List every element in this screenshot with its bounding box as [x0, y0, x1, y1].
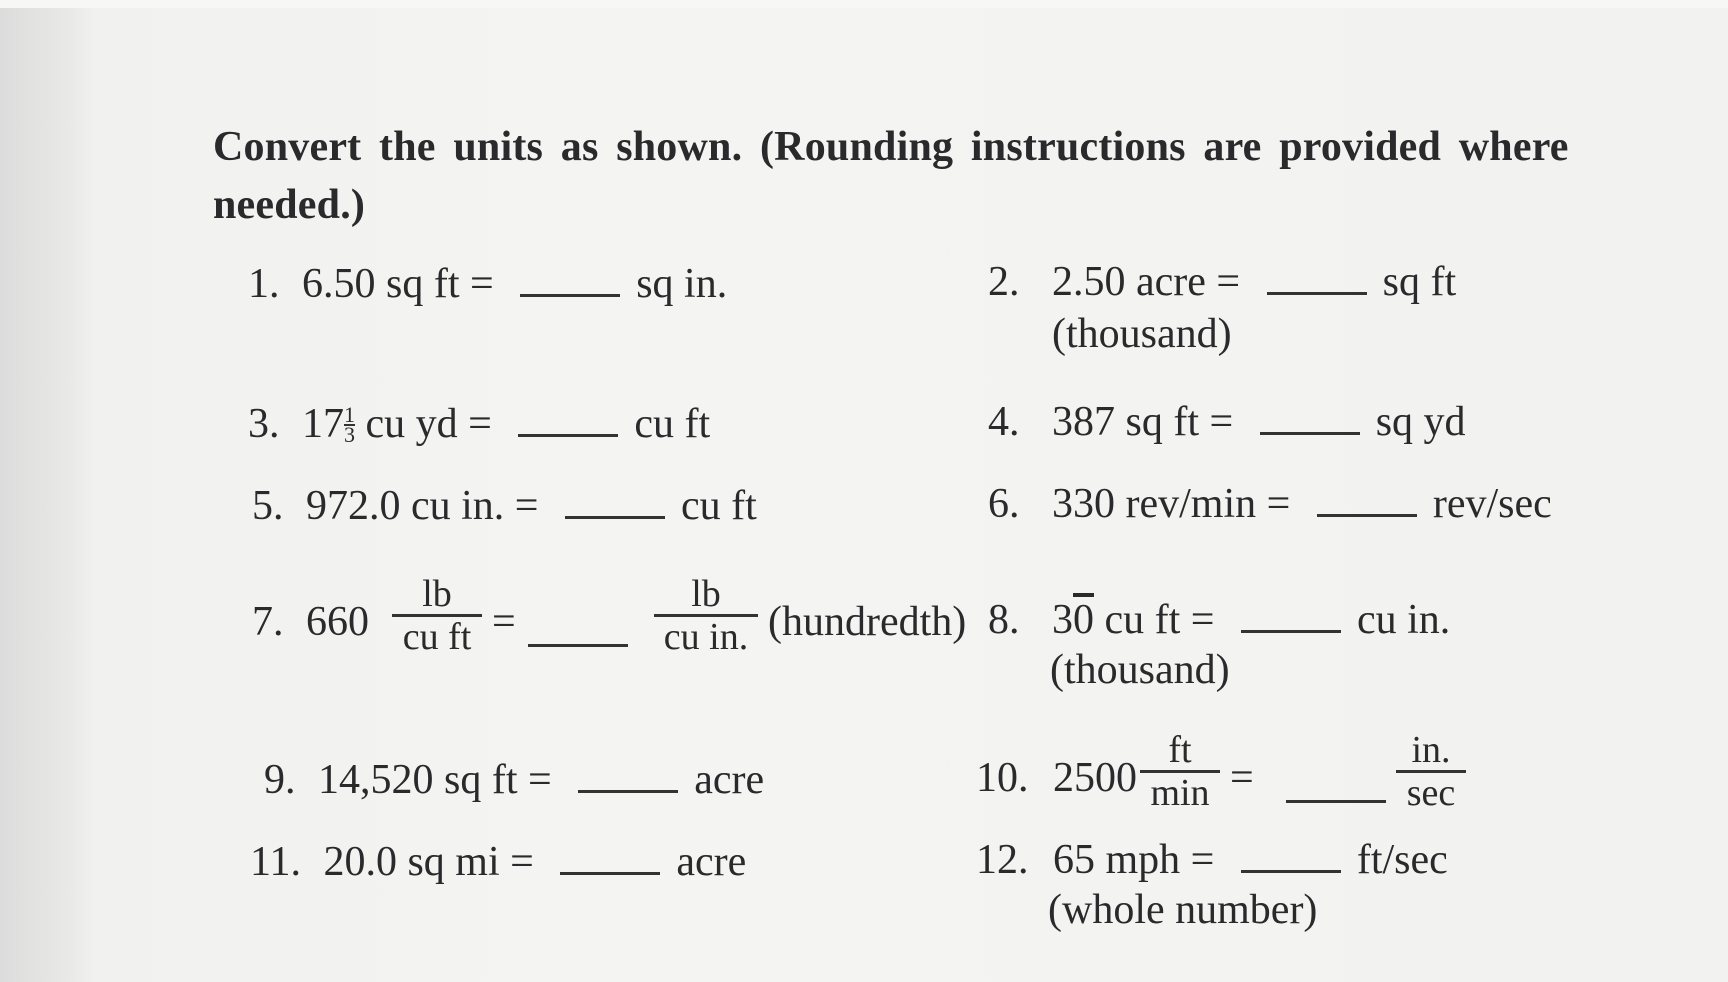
problem-5 [252, 482, 757, 530]
problem-lhs: 65 mph = [1053, 837, 1215, 883]
problem-10-lhs-fraction [1140, 730, 1220, 813]
answer-blank[interactable] [578, 764, 678, 793]
problem-lhs: cu ft = [1104, 597, 1215, 643]
overlined-digit: 0 [1073, 597, 1094, 643]
problem-7-rhs-fraction [654, 574, 758, 657]
problem-10 [976, 754, 1137, 802]
mixed-fraction: $\frac{1}{3}$ [344, 402, 355, 447]
problem-4 [988, 398, 1466, 446]
problem-number: 2. [988, 259, 1020, 305]
problem-number: 8. [988, 597, 1020, 643]
answer-blank[interactable] [1260, 406, 1360, 435]
problem-lhs: 972.0 cu in. = [306, 483, 539, 529]
problem-lhs: 330 rev/min = [1052, 481, 1291, 527]
answer-unit: rev/sec [1432, 481, 1552, 527]
answer-unit: acre [694, 757, 765, 803]
problem-lhs: 387 sq ft = [1052, 399, 1234, 445]
fraction-numerator: lb [392, 574, 482, 617]
fraction-numerator: in. [1396, 730, 1466, 773]
problem-lhs: 14,520 sq ft = [318, 757, 552, 803]
answer-unit: acre [676, 839, 747, 885]
repeating-digit: 3 [1052, 597, 1073, 643]
problem-number: 12. [976, 837, 1029, 883]
problem-11 [250, 838, 746, 886]
problem-lhs: 2.50 acre = [1052, 259, 1241, 305]
answer-unit: cu ft [634, 401, 711, 447]
fraction-denominator: sec [1406, 772, 1456, 814]
answer-unit: sq yd [1375, 399, 1466, 445]
problem-6 [988, 480, 1552, 528]
answer-unit: sq in. [636, 261, 728, 307]
problem-value: 660 [306, 599, 369, 645]
problem-12-note: (whole number) [1048, 887, 1318, 933]
answer-unit: cu ft [681, 483, 757, 529]
answer-blank[interactable] [565, 490, 665, 519]
problem-7 [252, 598, 369, 646]
answer-blank[interactable] [520, 268, 620, 297]
fraction-denominator: min [1150, 772, 1210, 814]
problem-2 [988, 258, 1456, 306]
problem-number: 6. [988, 481, 1020, 527]
problem-number: 5. [252, 483, 284, 529]
problem-7-lhs-fraction [392, 574, 482, 657]
problem-lhs: 20.0 sq mi = [323, 839, 534, 885]
problem-number: 1. [248, 261, 280, 307]
problem-number: 7. [252, 599, 284, 645]
fraction-denominator: cu ft [402, 616, 472, 658]
fraction-numerator: ft [1140, 730, 1220, 773]
fraction-denominator: cu in. [663, 616, 749, 658]
problem-8 [988, 596, 1450, 644]
problem-value: 2500 [1053, 755, 1137, 801]
problem-number: 10. [976, 755, 1029, 801]
problem-number: 9. [264, 757, 296, 803]
problem-lhs: cu yd = [365, 401, 492, 447]
answer-blank[interactable] [528, 618, 628, 647]
problem-12 [976, 836, 1448, 884]
problem-10-rhs-fraction [1396, 730, 1466, 813]
problem-7-eq: = [492, 599, 516, 645]
problem-9 [264, 756, 764, 804]
problem-number: 4. [988, 399, 1020, 445]
fraction-numerator: lb [654, 574, 758, 617]
answer-blank[interactable] [1317, 488, 1417, 517]
mixed-whole: 17 [302, 401, 344, 447]
problem-8-note: (thousand) [1050, 647, 1230, 693]
problem-2-note: (thousand) [1052, 311, 1232, 357]
answer-blank[interactable] [1241, 844, 1341, 873]
page-top-edge [0, 0, 1728, 8]
answer-blank[interactable] [1267, 266, 1367, 295]
answer-blank[interactable] [1286, 774, 1386, 803]
answer-blank[interactable] [518, 408, 618, 437]
problem-1 [248, 260, 727, 308]
problem-3 [248, 400, 710, 448]
problem-7-note: (hundredth) [768, 599, 967, 645]
answer-blank[interactable] [560, 846, 660, 875]
answer-unit: ft/sec [1356, 837, 1448, 883]
problem-10-eq: = [1230, 755, 1254, 801]
problem-number: 3. [248, 401, 280, 447]
answer-unit: sq ft [1382, 259, 1457, 305]
problem-number: 11. [250, 839, 301, 885]
answer-unit: cu in. [1356, 597, 1451, 643]
answer-blank[interactable] [1241, 604, 1341, 633]
instructions-text: Convert the units as shown. (Rounding instructions are provided where needed.) [213, 124, 1569, 228]
problem-lhs: 6.50 sq ft = [302, 261, 494, 307]
